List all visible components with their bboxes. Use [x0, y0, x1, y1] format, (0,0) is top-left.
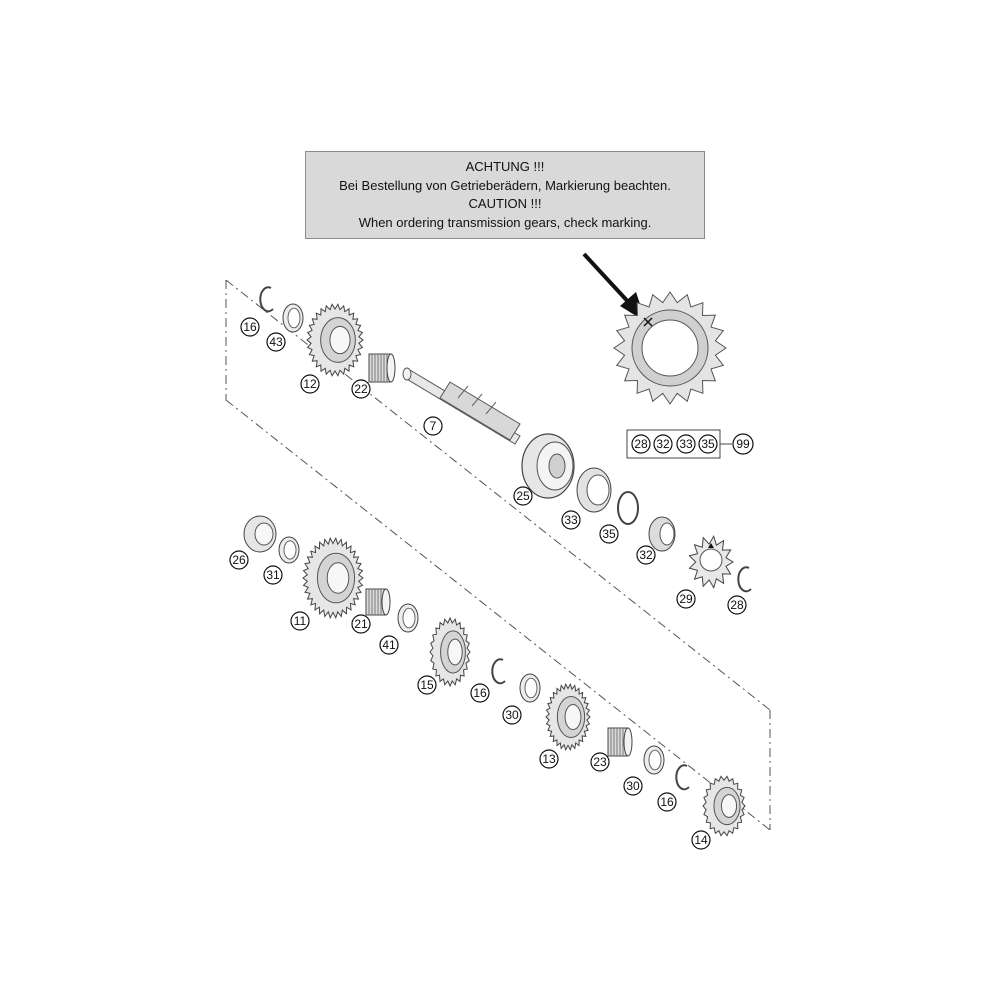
gear-12-icon — [307, 304, 363, 376]
callout-28-circlip[interactable] — [728, 596, 746, 614]
circlip-28-icon — [738, 567, 751, 591]
circlip-16-icon — [260, 287, 273, 311]
callout-33-seal-ring[interactable] — [562, 511, 580, 529]
callout-41-thrust-washer[interactable] — [380, 636, 398, 654]
ball-bearing-icon — [522, 434, 574, 498]
callout-16-circlip[interactable] — [241, 318, 259, 336]
callout-label: 28 — [730, 598, 744, 612]
ball-bearing-small-icon — [244, 516, 276, 552]
kit-item-label: 32 — [656, 437, 670, 451]
callout-label: 43 — [269, 335, 283, 349]
callout-label: 7 — [429, 419, 437, 433]
spacer-bushing-icon — [649, 517, 675, 551]
needle-bearing-22-icon — [369, 354, 395, 382]
callout-30-thrust-washer[interactable] — [503, 706, 521, 724]
sprocket-icon — [690, 536, 734, 588]
callout-label: 22 — [354, 382, 368, 396]
callout-43-thrust-washer[interactable] — [267, 333, 285, 351]
gear-15-icon — [430, 618, 470, 686]
callout-label: 11 — [293, 614, 307, 628]
callout-label: 15 — [420, 678, 434, 692]
circlip-16b-icon — [492, 659, 505, 683]
shaft-icon — [403, 368, 520, 444]
notice-line-english-text: When ordering transmission gears, check marking. — [358, 214, 652, 230]
washer-30b-icon — [644, 746, 664, 774]
kit-item-33[interactable] — [677, 435, 695, 453]
kit-item-label: 33 — [679, 437, 693, 451]
kit-number-label: 99 — [736, 437, 750, 451]
callout-11-gear[interactable] — [291, 612, 309, 630]
callout-label: 41 — [382, 638, 396, 652]
callout-32-spacer-bushing[interactable] — [637, 546, 655, 564]
marking-arrow-icon — [584, 254, 646, 322]
washer-43-icon — [283, 304, 303, 332]
seal-ring-icon — [577, 468, 611, 512]
callout-30-thrust-washer[interactable] — [624, 777, 642, 795]
gear-11-icon — [303, 538, 363, 618]
callout-label: 14 — [694, 833, 708, 847]
callout-label: 30 — [626, 779, 640, 793]
callout-15-gear[interactable] — [418, 676, 436, 694]
notice-line-german-heading: ACHTUNG !!! — [465, 159, 545, 174]
callout-25-ball-bearing[interactable] — [514, 487, 532, 505]
callout-23-needle-bearing[interactable] — [591, 753, 609, 771]
callout-label: 21 — [354, 617, 368, 631]
gear-13-icon — [546, 684, 590, 750]
callout-31-thrust-washer[interactable] — [264, 566, 282, 584]
needle-bearing-21-icon — [366, 589, 390, 615]
kit-number-callout[interactable] — [733, 434, 753, 454]
notice-line-english-heading: CAUTION !!! — [468, 196, 542, 211]
callout-label: 25 — [516, 489, 530, 503]
kit-item-28[interactable] — [632, 435, 650, 453]
callout-35-o-ring[interactable] — [600, 525, 618, 543]
callout-label: 16 — [473, 686, 487, 700]
notice-line-german-text: Bei Bestellung von Getrieberädern, Markierung beachten. — [339, 177, 671, 193]
kit-item-label: 28 — [634, 437, 648, 451]
callout-label: 29 — [679, 592, 693, 606]
callout-16-circlip[interactable] — [471, 684, 489, 702]
needle-bearing-23-icon — [608, 728, 632, 756]
o-ring-icon — [618, 492, 638, 524]
callout-21-needle-bearing[interactable] — [352, 615, 370, 633]
callout-label: 35 — [602, 527, 616, 541]
callout-label: 26 — [232, 553, 246, 567]
callout-13-gear[interactable] — [540, 750, 558, 768]
kit-item-label: 35 — [701, 437, 715, 451]
gear-14-icon — [703, 776, 745, 835]
callout-label: 33 — [564, 513, 578, 527]
callout-label: 13 — [542, 752, 556, 766]
callout-label: 32 — [639, 548, 653, 562]
callout-label: 16 — [660, 795, 674, 809]
washer-31-icon — [279, 537, 299, 563]
callout-label: 30 — [505, 708, 519, 722]
callout-7-shaft[interactable] — [424, 417, 442, 435]
callout-29-sprocket[interactable] — [677, 590, 695, 608]
callout-label: 23 — [593, 755, 607, 769]
callout-16-circlip[interactable] — [658, 793, 676, 811]
callout-label: 31 — [266, 568, 280, 582]
callout-22-needle-bearing[interactable] — [352, 380, 370, 398]
washer-41-icon — [398, 604, 418, 632]
callout-label: 12 — [303, 377, 317, 391]
callout-14-gear[interactable] — [692, 831, 710, 849]
callout-label: 16 — [243, 320, 257, 334]
callout-12-gear[interactable] — [301, 375, 319, 393]
kit-item-35[interactable] — [699, 435, 717, 453]
kit-item-32[interactable] — [654, 435, 672, 453]
circlip-16c-icon — [676, 765, 689, 789]
callout-26-ball-bearing[interactable] — [230, 551, 248, 569]
washer-30-icon — [520, 674, 540, 702]
